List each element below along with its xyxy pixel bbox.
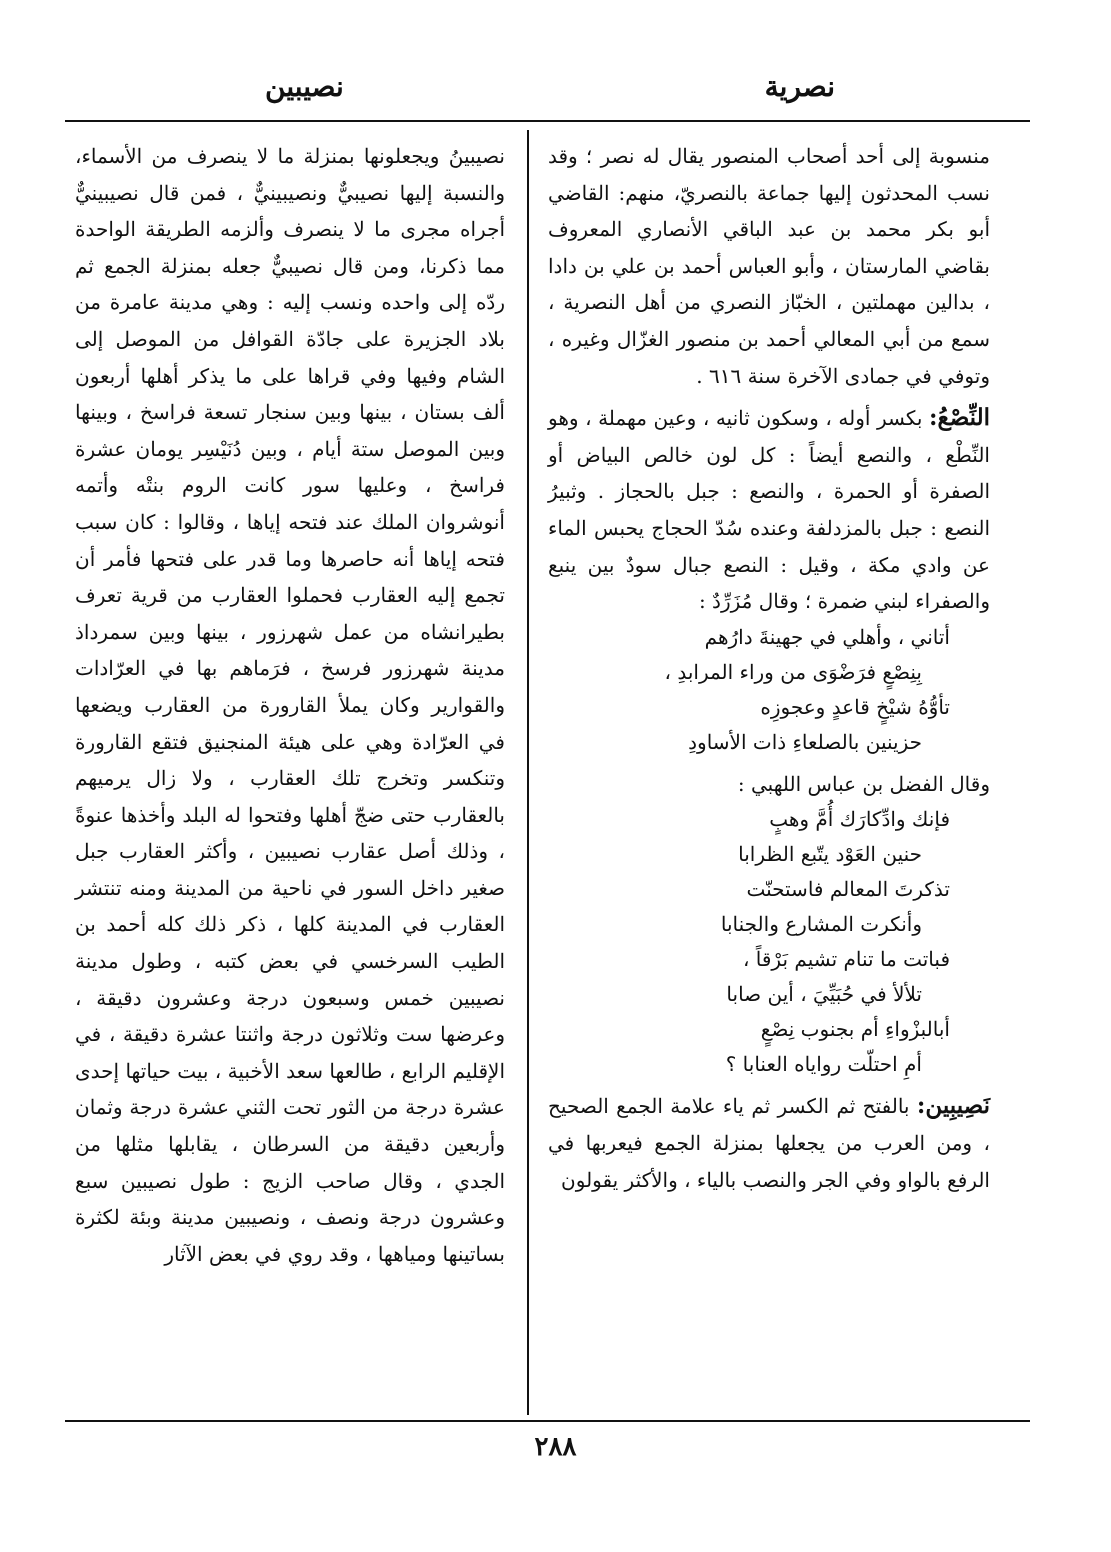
header-rule <box>65 120 1030 122</box>
page-number: ٢٨٨ <box>534 1432 577 1462</box>
verse-line: بِنِصْعٍ فرَضْوَى من وراء المرابدِ ، <box>664 659 922 684</box>
nasibin-entry-continuation: نصيبينُ ويجعلونها بمنزلة ما لا ينصرف من الأسماء، والنسبة إليها نصيبيٌّ ونصيبينيٌّ ، فمن قال نصيبينيٌّ أجراه مجرى ما لا ينصرف وألزمه الطريقة الواحدة مما ذكرنا، ومن قال نصيبيٌّ جعله بمنزلة الجمع ثم ردّه إلى واحده ونسب إليه : وهي مدينة عامرة من بلاد الجزيرة على جادّة القوافل من الموصل إلى الشام وفيها وفي قراها على ما يذكر أهلها أربعون ألف بستان ، بينها وبين سنجار تسعة فراسخ ، وبينها وبين الموصل ستة أيام ، وبين دُنَيْسِر يومان عشرة فراسخ ، وعليها سور كانت الروم بنتْه وأتمه أنوشروان الملك عند فتحه إياها ، وقالوا : كان سبب فتحه إياها أنه حاصرها وما قدر على فتحها فأمر أن تجمع إليه العقارب فحملوا العقارب من قرية تعرف بطيرانشاه من عمل شهرزور ، بينها وبين سمرداذ مدينة شهرزور فرسخ ، فرَماهم بها في العرّادات والقوارير وكان يملأ القارورة من العقارب ويضعها في العرّادة وهي على هيئة المنجنيق فتقع القارورة وتنكسر وتخرج تلك العقارب ، ولا زال يرميهم بالعقارب حتى ضجّ أهلها وفتحوا له البلد وأخذها عنوةً ، وذلك أصل عقارب نصيبين ، وأكثر العقارب جبل صغير داخل السور في ناحية من المدينة ومنه تنتشر العقارب في المدينة كلها ، ذكر ذلك كله أحمد بن الطيب السرخسي في بعض كتبه ، وطول مدينة نصيبين خمس وسبعون درجة وعشرون دقيقة ، وعرضها ست وثلاثون درجة واثنتا عشرة دقيقة ، في الإقليم الرابع ، طالعها سعد الأخبية ، بيت حياتها إحدى عشرة درجة من الثور تحت الثني عشرة درجة وثمان وأربعين دقيقة من السرطان ، يقابلها مثلها من الجدي ، وقال صاحب الزيج : طول نصيبين سبع وعشرون درجة ونصف ، ونصيبين مدينة وبئة لكثرة بساتينها ومياهها ، وقد روي في بعض الآثار <box>75 144 505 1266</box>
verse-line: تذكرتَ المعالم فاستحنّت <box>746 877 950 902</box>
nasibin-entry <box>548 1088 990 1198</box>
left-column <box>75 138 505 1272</box>
verse-line: أبالبزْواءِ أم بجنوب نِصْعٍ <box>760 1017 950 1042</box>
poem-intro: وقال الفضل بن عباس اللهبي : <box>737 771 990 796</box>
footer-rule <box>65 1420 1030 1422</box>
verse-line: فإنك وادِّكارَك أُمَّ وهبٍ <box>769 807 950 832</box>
verse-line: تلألأ في حُبَيِّيَ ، أين صابا <box>726 982 922 1007</box>
nasibin-entry-text: بالفتح ثم الكسر ثم ياء علامة الجمع الصحيح ، ومن العرب من يجعلها بمنزلة الجمع فيعربها في الرفع بالواو وفي الجر والنصب بالياء ، والأكثر يقولون <box>548 1094 990 1192</box>
right-running-title: نصرية <box>764 70 835 103</box>
verse-line: أتاني ، وأهلي في جهينةَ دارُهم <box>704 624 950 649</box>
verse-line: أمِ احتلّت رواياه العنابا ؟ <box>725 1052 922 1077</box>
nis-entry-headword: النِّصْعُ: <box>929 404 991 432</box>
nis-entry-text: بكسر أوله ، وسكون ثانيه ، وعين مهملة ، وهو النِّطْع ، والنصع أيضاً : كل لون خالص البياض أو الصفرة أو الحمرة ، والنصع : جبل بالحجاز . وثبيرُ النصع : جبل بالمزدلفة وعنده سُدّ الحجاج يحبس الماء عن وادي مكة ، وقيل : النصع جبال سودٌ بين ينبع والصفراء لبني ضمرة ؛ وقال مُزَرِّدٌ : <box>548 406 990 614</box>
verse-line: حنين العَوْد يتّبع الظرابا <box>738 842 922 867</box>
poem-fadl <box>548 802 990 1082</box>
verse-line: تأوُّهُ شيْخٍ قاعدٍ وعجوزِه <box>760 694 950 719</box>
verse-line: حزينين بالصلعاءِ ذات الأساودِ <box>688 729 922 754</box>
column-divider <box>527 130 529 1415</box>
nasibin-entry-headword: نَصِيبِين: <box>916 1092 990 1120</box>
poem-muzarrid <box>548 620 990 760</box>
running-header <box>70 70 1030 114</box>
verse-line: وأنكرت المشارع والجنابا <box>720 912 922 937</box>
nis-entry <box>548 400 990 620</box>
nasriya-entry-continuation: منسوبة إلى أحد أصحاب المنصور يقال له نصر ؛ وقد نسب المحدثون إليها جماعة بالنصريّ، منهم: القاضي أبو بكر محمد بن عبد الباقي الأنصاري المعروف بقاضي المارستان ، وأبو العباس أحمد بن علي بن دادا ، بدالين مهملتين ، الخبّاز النصري من أهل النصرية ، سمع من أبي المعالي أحمد بن منصور الغزّال وغيره ، وتوفي في جمادى الآخرة سنة ٦١٦ . <box>548 144 990 388</box>
right-column <box>548 138 990 1198</box>
verse-line: فباتت ما تنام تشيم بَرْقاً ، <box>742 947 950 972</box>
left-running-title: نصيبين <box>265 70 344 103</box>
